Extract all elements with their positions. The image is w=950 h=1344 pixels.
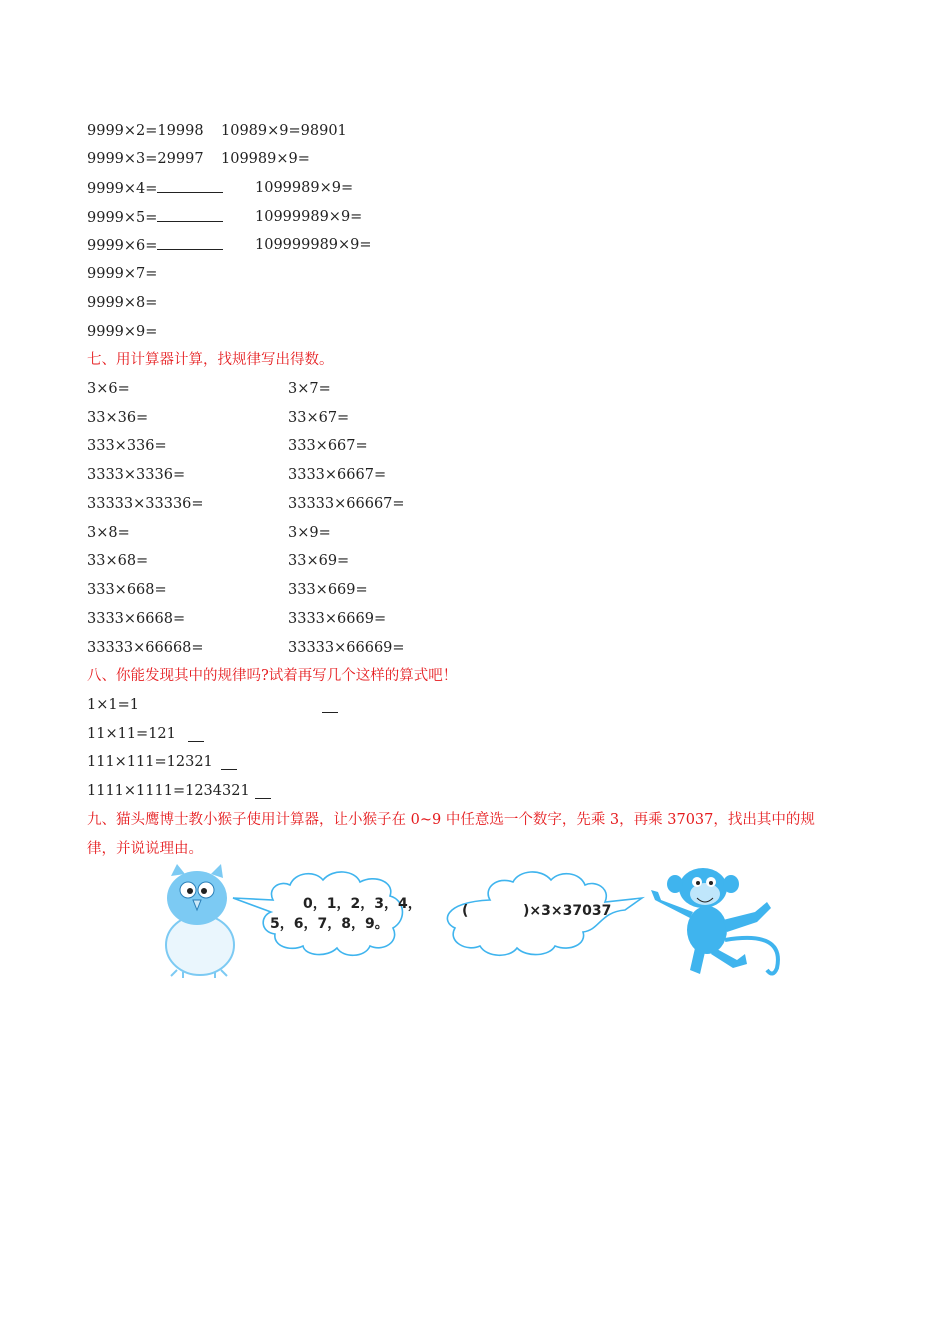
equation: 9999×3=29997 <box>87 151 204 167</box>
equation: 333×336= <box>87 438 167 454</box>
equation: 1099989×9= <box>255 180 354 196</box>
equation: 3333×6668= <box>87 611 186 627</box>
equation: 9999×6= <box>87 238 158 254</box>
answer-blank <box>157 178 223 193</box>
equation: 333×668= <box>87 582 167 598</box>
monkey-bubble-expression: )×3×37037 <box>523 903 612 919</box>
equation: 1×1=1 <box>87 697 139 713</box>
owl-bubble-text: 5，6，7，8，9。 <box>270 916 389 932</box>
answer-blank <box>322 700 338 713</box>
section-heading: 九、猫头鹰博士教小猴子使用计算器，让小猴子在 0~9 中任意选一个数字，先乘 3，再乘 37037，找出其中的规 <box>87 812 815 828</box>
section-heading-continued: 律，并说说理由。 <box>87 841 203 857</box>
equation: 33×69= <box>288 553 350 569</box>
equation: 11×11=121 <box>87 726 176 742</box>
equation: 109989×9= <box>221 151 310 167</box>
equation: 111×111=12321 <box>87 754 213 770</box>
owl-icon <box>166 864 234 978</box>
illustration <box>155 860 795 980</box>
equation: 3×9= <box>288 525 331 541</box>
equation: 10989×9=98901 <box>221 123 347 139</box>
equation: 9999×8= <box>87 295 158 311</box>
equation: 3×6= <box>87 381 130 397</box>
equation: 9999×5= <box>87 210 158 226</box>
equation: 1111×1111=1234321 <box>87 783 250 799</box>
monkey-icon <box>651 868 778 974</box>
equation-with-blank <box>87 178 223 199</box>
equation-with-blank <box>87 235 223 256</box>
equation: 109999989×9= <box>255 237 372 253</box>
monkey-bubble-paren: ( <box>462 903 469 919</box>
section-heading: 七、用计算器计算，找规律写出得数。 <box>87 352 334 368</box>
equation: 3×8= <box>87 525 130 541</box>
equation: 3×7= <box>288 381 331 397</box>
owl-bubble-text: 0，1，2，3，4， <box>303 896 422 912</box>
equation: 33333×66667= <box>288 496 405 512</box>
answer-blank <box>157 235 223 250</box>
equation: 9999×9= <box>87 324 158 340</box>
equation: 3333×6669= <box>288 611 387 627</box>
equation: 33×36= <box>87 410 149 426</box>
equation: 3333×3336= <box>87 467 186 483</box>
answer-blank <box>188 729 204 742</box>
equation: 33333×66668= <box>87 640 204 656</box>
equation: 33333×33336= <box>87 496 204 512</box>
answer-blank <box>157 207 223 222</box>
answer-blank <box>221 757 237 770</box>
equation: 10999989×9= <box>255 209 363 225</box>
equation: 9999×4= <box>87 181 158 197</box>
equation: 333×667= <box>288 438 368 454</box>
equation: 9999×7= <box>87 266 158 282</box>
equation: 33333×66669= <box>288 640 405 656</box>
equation: 33×68= <box>87 553 149 569</box>
answer-blank <box>255 786 271 799</box>
equation: 9999×2=19998 <box>87 123 204 139</box>
equation-with-blank <box>87 207 223 228</box>
section-heading: 八、你能发现其中的规律吗?试着再写几个这样的算式吧！ <box>87 668 458 684</box>
equation: 3333×6667= <box>288 467 387 483</box>
equation: 333×669= <box>288 582 368 598</box>
equation: 33×67= <box>288 410 350 426</box>
